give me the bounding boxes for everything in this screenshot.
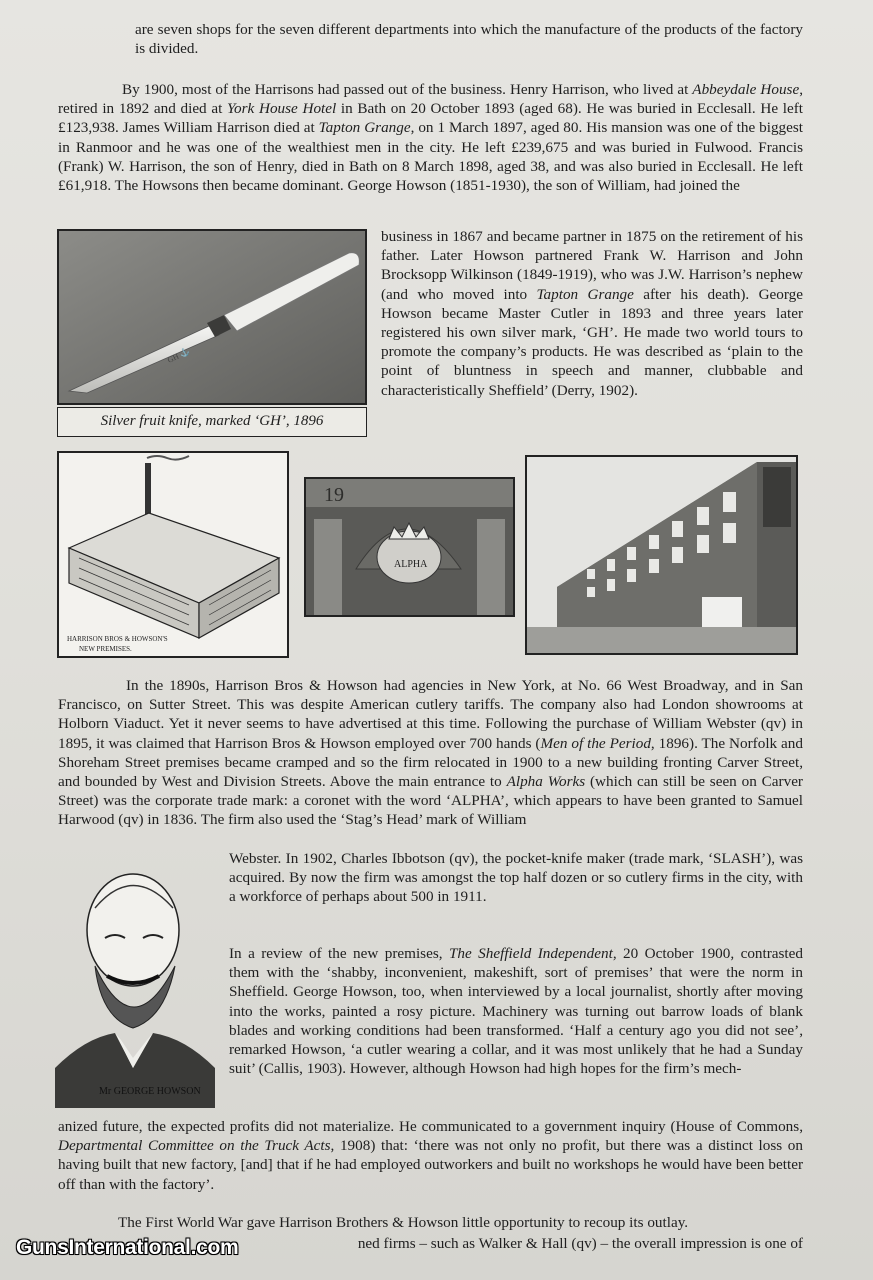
portrait-drawing bbox=[55, 868, 215, 1108]
building-drawing bbox=[527, 457, 796, 653]
alpha-plaque-drawing bbox=[306, 479, 513, 615]
paragraph-harrisons: By 1900, most of the Harrisons had passed out of the business. Henry Harrison, who lived at Abbeydale House, retired in 1892 and died at York House Hotel in Bath on 20 October 1893 (aged 68). He was buried in Ecclesall. He left £123,938. James William Harrison died at Tapton Grange, on 1 March 1897, aged 80. His mansion was one of the biggest in Ranmoor and he was one of the wealthiest men in the city. He left £239,675 and was buried in Fulwood. Francis (Frank) W. Harrison, the son of Henry, died in Bath on 8 March 1898, aged 38, and was also buried in Ecclesall. He left £61,918. The Howsons then became dominant. George Howson (1851-1930), the son of William, had joined the bbox=[58, 81, 804, 195]
factory-label-line2: NEW PREMISES. bbox=[79, 645, 132, 653]
factory-label-line1: HARRISON BROS & HOWSON'S bbox=[67, 635, 168, 643]
factory-engraving bbox=[57, 451, 289, 658]
factory-drawing bbox=[59, 453, 287, 656]
knife-illustration bbox=[59, 231, 365, 403]
paragraph-webster-side: Webster. In 1902, Charles Ibbotson (qv), the pocket-knife maker (trade mark, ‘SLASH’), was acquired. By now the firm was amongst the top half dozen or so cutlery firms in the city, with a workforce of perhaps about 500 in 1911. bbox=[229, 850, 803, 906]
paragraph-intro-continuation: are seven shops for the seven different departments into which the manufacture of the products of the factory is divided. bbox=[135, 21, 803, 58]
paragraph-howson-side: business in 1867 and became partner in 1875 on the retirement of his father. Later Howson partnered Frank W. Harrison and John Brocksopp Wilkinson (1849-1919), who was J.W. Harrison’s nephew (and who moved into Tapton Grange after his death). George Howson became Master Cutler in 1893 and three years later registered his own silver mark, ‘GH’. He made two world tours to promote the company’s products. He was described as ‘plain to the point of bluntness in speech and manner, clubbable and characteristically Sheffield’ (Derry, 1902). bbox=[381, 228, 803, 399]
svg-text:GH ⚓: GH ⚓ bbox=[166, 346, 192, 365]
alpha-year-text: 19 bbox=[324, 484, 344, 506]
portrait-signature: Mr GEORGE HOWSON bbox=[99, 1086, 201, 1097]
paragraph-agencies: In the 1890s, Harrison Bros & Howson had agencies in New York, at No. 66 West Broadway, and in San Francisco, on Sutter Street. This was despite American cutlery tariffs. The company also had London showrooms at Holborn Viaduct. Yet it never seems to have advertised at this time. Following the purchase of William Webster (qv) in 1895, it was claimed that Harrison Bros & Howson employed over 700 hands (Men of the Period, 1896). The Norfolk and Shoreham Street premises became cramped and so the firm relocated in 1900 to a new building fronting Carver Street, and bounded by West and Division Streets. Above the main entrance to Alpha Works (which can still be seen on Carver Street) was the corporate trade mark: a coronet with the word ‘ALPHA’, which appears to have been granted to Samuel Harwood (qv) in 1836. The firm also used the ‘Stag’s Head’ mark of William bbox=[58, 677, 803, 829]
paragraph-review-full: anized future, the expected profits did not materialize. He communicated to a government inquiry (House of Commons, Departmental Committee on the Truck Acts, 1908) that: ‘there was not only no profit, but there was a distinct loss on having built that new factory, [and] that if he had employed outworkers and built no workshops he would have been better off than with the factory’. bbox=[58, 1118, 803, 1193]
paragraph-wwi-line2: ned firms – such as Walker & Hall (qv) – the overall impression is one of bbox=[357, 1235, 803, 1252]
alpha-plaque-text: ALPHA bbox=[394, 559, 428, 570]
paragraph-wwi: The First World War gave Harrison Brothers & Howson little opportunity to recoup its outlay. bbox=[118, 1214, 689, 1231]
watermark-logo: GunsInternational.com bbox=[16, 1236, 239, 1259]
portrait-george-howson bbox=[55, 868, 215, 1108]
paragraph-review-side: In a review of the new premises, The Sheffield Independent, 20 October 1900, contrasted them with the ‘shabby, inconvenient, makeshift, sort of premises’ that were the norm in Sheffield. George Howson, too, when interviewed by a local journalist, shortly after moving into the works, painted a rosy picture. Machinery was turning out barrow loads of blank blades and working conditions had been transformed. ‘Half a century ago you did not see’, remarked Howson, ‘a cutler wearing a collar, and it was most unlikely that he had a Sunday suit’ (Callis, 1903). However, although Howson had high hopes for the firm’s mech- bbox=[229, 945, 803, 1078]
knife-photo bbox=[57, 229, 367, 405]
alpha-plaque-photo bbox=[304, 477, 515, 617]
knife-caption: Silver fruit knife, marked ‘GH’, 1896 bbox=[57, 407, 367, 437]
building-photo bbox=[525, 455, 798, 655]
